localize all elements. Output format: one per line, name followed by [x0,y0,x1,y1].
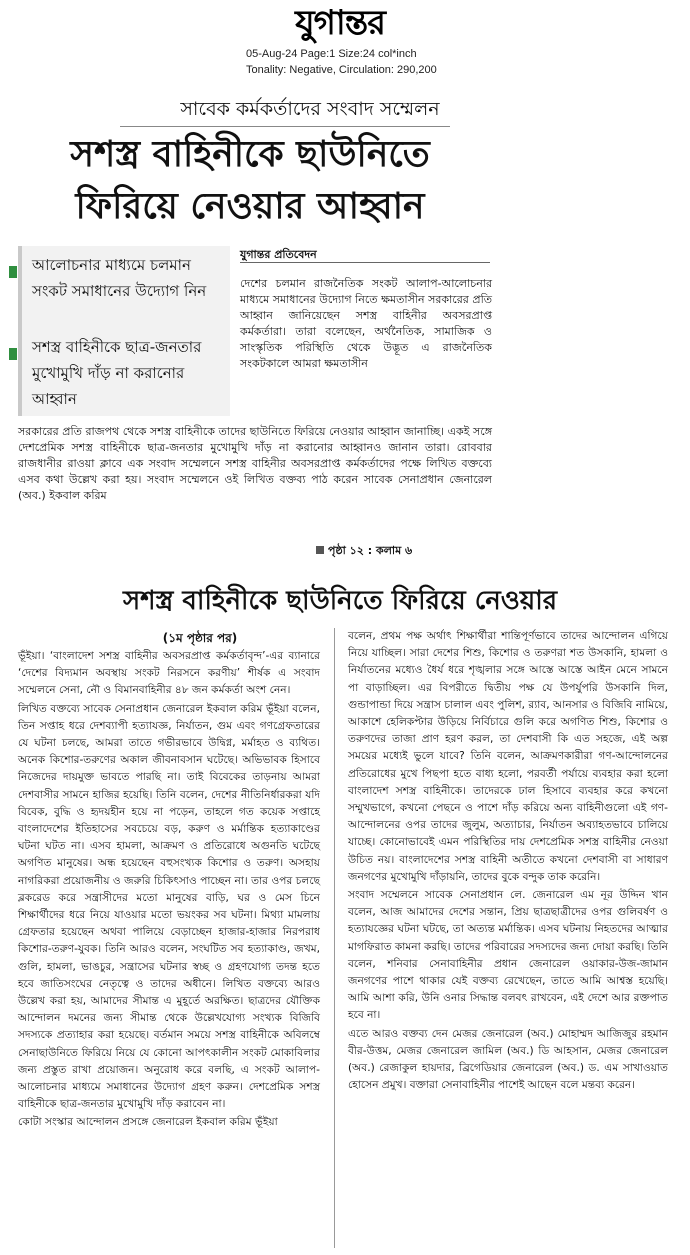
highlights-box [18,246,230,416]
article-body-column: দেশের চলমান রাজনৈতিক সংকট আলাপ-আলোচনার মাধ্যমে সমাধানের উদ্যোগ নিতে ক্ষমতাসীন সরকারের প্রতি আহ্বান জানিয়েছেন সশস্ত্র বাহিনীর অবসরপ্রাপ্ত কর্মকর্তারা। তারা বলেছেন, অর্থনৈতিক, সামাজিক ও সাংস্কৃতিক পরিস্থিতি থেকে উদ্ভূত এ রাজনৈতিক সংকটকালে আমরা ক্ষমতাসীন [240,277,492,370]
continuation-left-column [18,648,320,1132]
highlight-item-1: আলোচনার মাধ্যমে চলমান সংকট সমাধানের উদ্যোগ নিন [32,256,207,300]
continuation-headline: সশস্ত্র বাহিনীকে ছাউনিতে ফিরিয়ে নেওয়ার [122,586,558,616]
clipping-meta-size: 05-Aug-24 Page:1 Size:24 col*inch [246,48,417,60]
article-body-full-width: সরকারের প্রতি রাজপথ থেকে সশস্ত্র বাহিনীকে তাদের ছাউনিতে ফিরিয়ে নেওয়ার আহ্বান জানাচ্ছি। একই সঙ্গে দেশপ্রেমিক সশস্ত্র বাহিনীকে ছাত্র-জনতার মুখোমুখি দাঁড় না করানোর আহ্বানও জানান তারা। রোববার রাজধানীর রাওয়া ক্লাবে এক সংবাদ সম্মেলনে সশস্ত্র বাহিনীর অবসরপ্রাপ্ত কর্মকর্তাদের পক্ষে লিখিত বক্তব্যে এসব কথা উল্লেখ করা হয়। সংবাদ সম্মেলনে ওই লিখিত বক্তব্য পাঠ করেন সাবেক সেনাপ্রধান জেনারেল (অব.) ইকবাল করিম [18,425,492,502]
byline-rule [240,262,490,263]
paragraph: ভূঁইয়া। ‘বাংলাদেশ সশস্ত্র বাহিনীর অবসরপ্রাপ্ত কর্মকর্তাবৃন্দ’-এর ব্যানারে ‘দেশের বিদ্যমান অবস্থায় সংকট নিরসনে করণীয়’ শীর্ষক এ সংবাদ সম্মেলনে সেনা, নৌ ও বিমানবাহিনীর ৪৮ জন কর্মকর্তা অংশ নেন। [18,650,320,697]
headline-line-2: ফিরিয়ে নেওয়ার আহ্বান [75,186,425,227]
newspaper-logo: যুগান্তর [295,3,385,43]
continuation-right-column [348,628,668,1094]
masthead [0,0,690,84]
paragraph: এতে আরও বক্তব্য দেন মেজর জেনারেল (অব.) মোহাম্মদ আজিজুর রহমান বীর-উত্তম, মেজর জেনারেল জামিল (অব.) ডি আহসান, মেজর জেনারেল (অব.) রেজাকুল হায়দার, ব্রিগেডিয়ার জেনারেল (অব.) ড. এম সাখাওয়াত হোসেন প্রমুখ। বক্তারা সেনাবাহিনীর পাশেই আছেন বলে মন্তব্য করেন। [348,1027,668,1092]
bullet-marker-icon [9,348,17,360]
clipping-meta-tonality: Tonality: Negative, Circulation: 290,200 [246,64,437,76]
jump-text: পৃষ্ঠা ১২ : কলাম ৬ [328,544,413,557]
highlight-item-2: সশস্ত্র বাহিনীকে ছাত্র-জনতার মুখোমুখি দাঁড় না করানোর আহ্বান [32,338,202,408]
paragraph: সংবাদ সম্মেলনে সাবেক সেনাপ্রধান লে. জেনারেল এম নূর উদ্দিন খান বলেন, আজ আমাদের দেশের সন্তান, প্রিয় ছাত্রছাত্রীদের ওপর গুলিবর্ষণ ও হত্যাযজ্ঞের ঘটনা ঘটছে, তা অত্যন্ত মর্মান্তিক। এসব ঘটনায় নিহতদের আত্মার মাগফিরাত কামনা করছি। তাদের পরিবারের সদস্যদের জন্য দোয়া করছি। তিনি বলেন, শনিবার সেনাবাহিনীর প্রধান জেনারেল ওয়াকার-উজ-জামান জনগণের পাশে থাকার যেই বক্তব্য রেখেছেন, তাতে আমি আশ্বস্ত হয়েছি। আমি আশা করি, উনি ওনার সিদ্ধান্ত বলবৎ রাখবেন, এই দেশে আর রক্তপাত হবে না। [348,889,668,1022]
column-divider [334,628,335,1248]
paragraph: বলেন, প্রথম পক্ষ অর্থাৎ শিক্ষার্থীরা শান্তিপূর্ণভাবে তাদের আন্দোলন এগিয়ে নিয়ে যাচ্ছিল। সারা দেশের শিশু, কিশোর ও তরুণরা শত উসকানি, হামলা ও নির্যাতনের মধ্যেও ধৈর্য ধরে শৃঙ্খলার সঙ্গে আস্তে আস্তে আইন মেনে সামনে পা বাড়াচ্ছিল। এর বিপরীতে দ্বিতীয় পক্ষ যে উপর্যুপরি উসকানি দিল, গুন্ডাপান্ডা দিয়ে সন্ত্রাস চালাল এবং পুলিশ, র‌্যাব, আনসার ও বিজিবি নামিয়ে, আকাশে হেলিকপ্টার উড়িয়ে নির্বিচারে গুলি করে অগণিত শিশু, কিশোর ও তরুণদের তাজা প্রাণ হরণ করল, তা দেশবাসী কি এত সহজে, এই অল্প সময়ের মধ্যেই ভুলে যাবে? তিনি বলেন, আক্রমণকারীরা গণ-আন্দোলনের প্রতিরোধের মুখে পিছপা হতে বাধ্য হলো, পরবর্তী পর্যায়ে ব্যবহার করা হলো বাংলাদেশ সশস্ত্র বাহিনীকে। তাদেরকে ঢাল হিসাবে ব্যবহার করে কখনো সম্মুখভাগে, কখনো পেছনে ও পাশে দাঁড় করিয়ে অন্য বাহিনীগুলো এই গণ-আন্দোলনের ওপর তাদের জুলুম, অত্যাচার, নির্যাতন অব্যাহতভাবে চালিয়ে যাচ্ছে। কোনোভাবেই এমন পরিস্থিতির দায় দেশপ্রেমিক সশস্ত্র বাহিনীর নেওয়া উচিত নয়। বাংলাদেশের সশস্ত্র বাহিনী অতীতে কখনো দেশবাসী বা সাধারণ জনগণের মুখোমুখি দাঁড়ায়নি, তাদের বুকে বন্দুক তাক করেনি। [348,630,668,883]
headline-line-1: সশস্ত্র বাহিনীকে ছাউনিতে [70,134,430,175]
byline: যুগান্তর প্রতিবেদন [240,248,317,261]
continuation-article [0,580,690,1255]
kicker-underline [120,126,450,127]
article-kicker: সাবেক কর্মকর্তাদের সংবাদ সম্মেলন [180,98,440,120]
square-bullet-icon [316,546,324,554]
jump-reference [316,542,412,561]
continued-from-label: (১ম পৃষ্ঠার পর) [162,631,238,645]
front-page-article [0,86,690,566]
paragraph: কোটা সংস্কার আন্দোলন প্রসঙ্গে জেনারেল ইকবাল করিম ভূঁইয়া [18,1116,278,1129]
paragraph: লিখিত বক্তব্যে সাবেক সেনাপ্রধান জেনারেল ইকবাল করিম ভূঁইয়া বলেন, তিন সপ্তাহ ধরে দেশব্যাপী হত্যাযজ্ঞ, নির্যাতন, গুম এবং গণগ্রেফতারের যে ঘটনা চলছে, আমরা তাতে গভীরভাবে উদ্বিগ্ন, মর্মাহত ও ব্যথিত। অনেক কিশোর-তরুণের অকাল জীবনাবসান ঘটেছে। অভিভাবক হিসাবে নিজেদের দায়মুক্ত ভাবতে পারছি না। তাই বিবেকের তাড়নায় আমরা দেশবাসীর সামনে হাজির হয়েছি। তিনি বলেন, দেশের নীতিনির্ধারকরা যদি বিবেক, বুদ্ধি ও হৃদয়হীন হয়ে না পড়েন, তাহলে গত কয়েক সপ্তাহে বাংলাদেশের ইতিহাসের সবচেয়ে বড়, করুণ ও মর্মান্তিক হত্যাকাণ্ডের ঘটনা ঘটত না। এসব হামলা, আক্রমণ ও প্রতিরোধে অগুনতি ঘটেছে অগণিত মানুষের। অন্ধ হয়েছেন বহুসংখ্যক কিশোর ও তরুণ। অসহায় নাগরিকরা প্রয়োজনীয় ও জরুরি চিকিৎসাও পাচ্ছেন না। তার ওপর চলছে ব্লকরেড করে সন্ত্রাসীদের মতো মানুষের বাড়ি, ঘর ও মেস চিনে শিক্ষার্থীদের ধরে নিয়ে যাওয়ার মতো ভয়ংকর সব ঘটনা। মিথ্যা মামলায় গ্রেফতার হয়েছেন অথবা পালিয়ে বেড়াচ্ছেন হাজার-হাজার নিরপরাধ কিশোর-তরুণ-যুবক। তিনি আরও বলেন, সংঘটিত সব হত্যাকাণ্ড, জখম, গুলি, হামলা, ভাঙচুর, সন্ত্রাসের ঘটনার স্বচ্ছ ও গ্রহণযোগ্য তদন্ত হতে হবে জাতিসংঘের নেতৃত্বে ও তাদের অধীনে। লিখিত বক্তব্যে আরও উল্লেখ করা হয়, আমাদের সীমান্ত এ মুহূর্তে অরক্ষিত। ছাত্রদের যৌক্তিক আন্দোলন দমনের জন্য সীমান্ত থেকে উল্লেখযোগ্য সংখ্যক বিজিবি সদস্যকে প্রত্যাহার করা হয়েছে। বর্তমান সময়ে সশস্ত্র বাহিনীকে অবিলম্বে সেনাছাউনিতে ফিরিয়ে নিয়ে যে কোনো আপৎকালীন সংকট মোকাবিলার জন্য প্রস্তুত রাখা প্রয়োজন। অনুরোধ করে বলছি, এ সংকট আলাপ-আলোচনার মাধ্যমে সমাধানের উদ্যোগ গ্রহণ করুন। দেশপ্রেমিক সশস্ত্র বাহিনীকে ছাত্র-জনতার মুখোমুখি দাঁড় করাবেন না। [18,702,320,1111]
bullet-marker-icon [9,266,17,278]
